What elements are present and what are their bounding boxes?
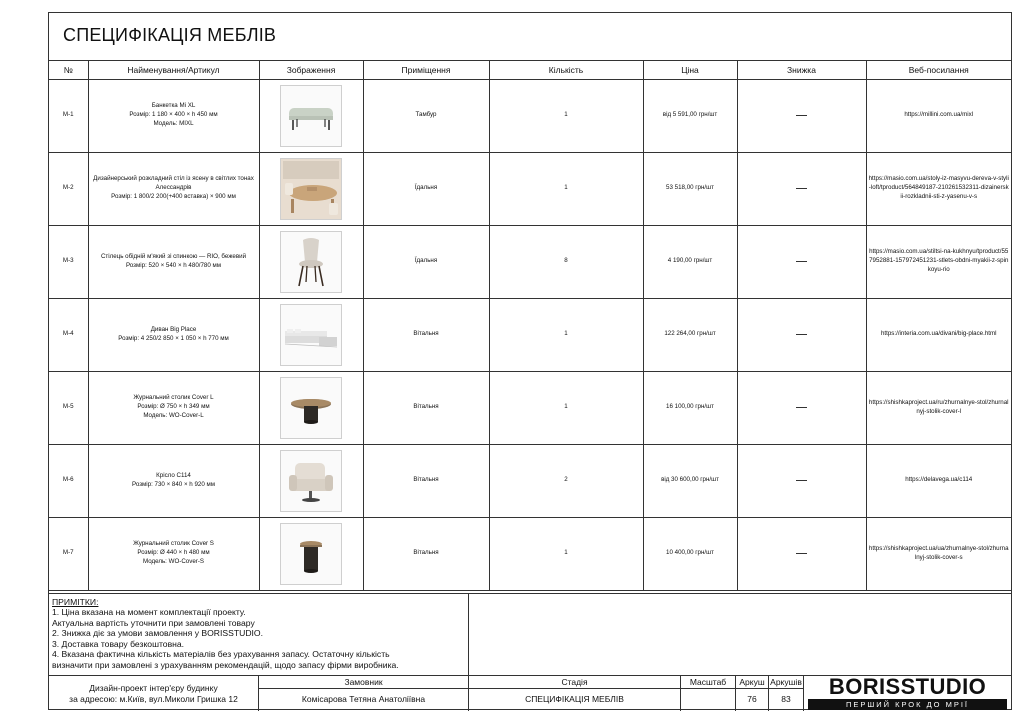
column-header: Знижка [737, 61, 866, 79]
row-number: М-6 [49, 444, 88, 517]
table-row [49, 517, 1011, 590]
project-line: Дизайн-проект інтер'єру будинку [89, 682, 218, 693]
price: 10 400,00 грн/шт [643, 517, 737, 590]
empty-dash [796, 331, 807, 335]
row-number: М-5 [49, 371, 88, 444]
table-row [49, 444, 1011, 517]
empty-dash [796, 550, 807, 554]
discount [737, 371, 866, 444]
web-link[interactable]: https://masio.com.ua/stiltsi-na-kukhnyu/tproduct/557952881-157972451231-stlets-obdni-myakii-z-spinkoyu-rio [866, 225, 1011, 298]
empty-dash [796, 112, 807, 116]
table-row [49, 79, 1011, 152]
room: Вітальня [363, 371, 489, 444]
chair-image [280, 231, 342, 293]
page-title: СПЕЦИФІКАЦІЯ МЕБЛІВ [63, 25, 277, 45]
sheet-label: Аркуш [736, 676, 769, 688]
quantity: 1 [489, 517, 643, 590]
row-number: М-7 [49, 517, 88, 590]
item-image-cell [259, 298, 363, 371]
row-number: М-1 [49, 79, 88, 152]
item-image-cell [259, 444, 363, 517]
empty-dash [796, 404, 807, 408]
price: 53 518,00 грн/шт [643, 152, 737, 225]
item-name-line: Розмір: Ø 750 × h 349 мм [137, 403, 210, 410]
title-box [49, 13, 1011, 61]
web-link[interactable]: https://delavega.ua/c114 [866, 444, 1011, 517]
note-line: 3. Доставка товару безкоштовна. [52, 638, 185, 649]
project-line: за адресою: м.Київ, вул.Миколи Гришка 12 [69, 693, 238, 704]
notes-blank-area [469, 593, 1011, 675]
quantity: 8 [489, 225, 643, 298]
quantity: 1 [489, 79, 643, 152]
quantity: 1 [489, 298, 643, 371]
room: Їдальня [363, 225, 489, 298]
web-link[interactable]: https://shishkaproject.ua/ua/zhurnalnye-stol/zhurnalnyj-stolik-cover-s [866, 517, 1011, 590]
item-name-line: Журнальний столик Cover L [133, 394, 214, 402]
title-block [49, 675, 1011, 710]
web-link[interactable]: https://interia.com.ua/divani/big-place.html [866, 298, 1011, 371]
item-name-line: Розмір: 730 × 840 × h 920 мм [131, 480, 216, 488]
discount [737, 444, 866, 517]
coffee-table-large-image [280, 377, 342, 439]
stage-label: Стадія [469, 676, 681, 688]
room: Вітальня [363, 517, 489, 590]
web-link[interactable]: https://masio.com.ua/stoly-iz-masyvu-dereva-v-styli-loft/tproduct/564849187-210261532311-dizainerskii-rozkladnii-sti-z-yasenu-v-s [866, 152, 1011, 225]
item-name-line: Розмір: 4 250/2 850 × 1 050 × h 770 мм [118, 334, 229, 342]
note-line: 1. Ціна вказана на момент комплектації проекту. [52, 607, 246, 618]
sheet-value: 76 [736, 688, 769, 711]
item-name [88, 152, 259, 225]
item-name-line: Розмір: 520 × 540 × h 480/780 мм [125, 261, 222, 269]
item-image-cell [259, 371, 363, 444]
scale-label: Масштаб [681, 676, 736, 688]
item-name [88, 79, 259, 152]
discount [737, 152, 866, 225]
note-line: 4. Вказана фактична кількість матеріалів без урахування запасу. Остаточну кількість [52, 649, 390, 660]
client-label: Замовник [259, 676, 469, 688]
price: від 30 600,00 грн/шт [643, 444, 737, 517]
specification-sheet [48, 12, 1012, 710]
item-name-line: Крісло C114 [156, 471, 191, 479]
item-name-line: Модель: WO-Cover-S [142, 557, 205, 565]
discount [737, 225, 866, 298]
item-name-line: Модель: MIXL [153, 119, 194, 127]
table-row [49, 298, 1011, 371]
price: 122 264,00 грн/шт [643, 298, 737, 371]
furniture-spec-table [49, 61, 1011, 591]
table-row [49, 152, 1011, 225]
notes-heading: ПРИМІТКИ: [52, 597, 99, 607]
item-name [88, 517, 259, 590]
column-header: Приміщення [363, 61, 489, 79]
sheets-value: 83 [769, 688, 804, 711]
price: від 5 591,00 грн/шт [643, 79, 737, 152]
quantity: 1 [489, 371, 643, 444]
row-number: М-4 [49, 298, 88, 371]
item-name-line: Розмір: Ø 440 × h 480 мм [137, 549, 210, 556]
discount [737, 298, 866, 371]
note-line: визначити при замовлені з урахуванням рекомендацій, щодо запасу фірми виробника. [52, 659, 399, 670]
item-name-line: Банкетка Mi XL [151, 102, 196, 110]
column-header: № [49, 61, 88, 79]
item-name [88, 225, 259, 298]
column-header: Кількість [489, 61, 643, 79]
row-number: М-2 [49, 152, 88, 225]
sheets-label: Аркушів [769, 676, 804, 688]
item-name [88, 444, 259, 517]
note-line: 2. Знижка діє за умови замовлення у BORISSTUDIO. [52, 628, 263, 639]
price: 4 190,00 грн/шт [643, 225, 737, 298]
web-link[interactable]: https://shishkaproject.ua/ru/zhurnalnye-stol/zhurnalnyj-stolik-cover-l [866, 371, 1011, 444]
item-image-cell [259, 79, 363, 152]
project-description [49, 676, 259, 711]
column-header: Веб-посилання [866, 61, 1011, 79]
item-name-line: Розмір: 1 180 × 400 × h 450 мм [129, 111, 218, 118]
empty-dash [796, 185, 807, 189]
item-name-line: Журнальний столик Cover S [133, 540, 214, 548]
empty-dash [796, 477, 807, 481]
studio-logo [804, 676, 1011, 711]
empty-dash [796, 258, 807, 262]
room: Вітальня [363, 444, 489, 517]
notes-section [49, 593, 469, 675]
quantity: 1 [489, 152, 643, 225]
logo-wordmark: BORISSTUDIO [828, 674, 987, 699]
coffee-table-small-image [280, 523, 342, 585]
item-image-cell [259, 225, 363, 298]
discount [737, 517, 866, 590]
bench-image [280, 85, 342, 147]
scale-value [681, 688, 736, 711]
column-header: Зображення [259, 61, 363, 79]
table-header-row [49, 61, 1011, 79]
item-image-cell [259, 517, 363, 590]
table-row [49, 371, 1011, 444]
stamp-divider [259, 688, 804, 689]
logo-tagline: ПЕРШИЙ КРОК ДО МРІЇ [808, 699, 1007, 710]
room: Їдальня [363, 152, 489, 225]
column-header: Ціна [643, 61, 737, 79]
item-name-line: Диван Big Place [150, 325, 197, 333]
table-row [49, 225, 1011, 298]
dining-table-image [280, 158, 342, 220]
item-name [88, 298, 259, 371]
armchair-image [280, 450, 342, 512]
web-link[interactable]: https://millini.com.ua/mixl [866, 79, 1011, 152]
price: 16 100,00 грн/шт [643, 371, 737, 444]
note-line: Актуальна вартість уточнити при замовлені товару [52, 617, 255, 628]
stage-value: СПЕЦИФІКАЦІЯ МЕБЛІВ [469, 688, 681, 711]
room: Тамбур [363, 79, 489, 152]
item-name-line: Розмір: 1 800/2 200(+400 вставка) × 900 мм [111, 192, 236, 200]
sofa-image [280, 304, 342, 366]
item-name [88, 371, 259, 444]
row-number: М-3 [49, 225, 88, 298]
item-image-cell [259, 152, 363, 225]
item-name-line: Модель: WO-Cover-L [143, 411, 204, 419]
client-name: Комісарова Тетяна Анатоліївна [259, 688, 469, 711]
discount [737, 79, 866, 152]
item-name-line: Дизайнерський розкладний стіл із ясену в світлих тонах Алессандрів [93, 175, 254, 191]
quantity: 2 [489, 444, 643, 517]
item-name-line: Стілець обідній м'який зі спинкою — RIO, бежевий [100, 252, 247, 260]
room: Вітальня [363, 298, 489, 371]
column-header: Найменування/Артикул [88, 61, 259, 79]
